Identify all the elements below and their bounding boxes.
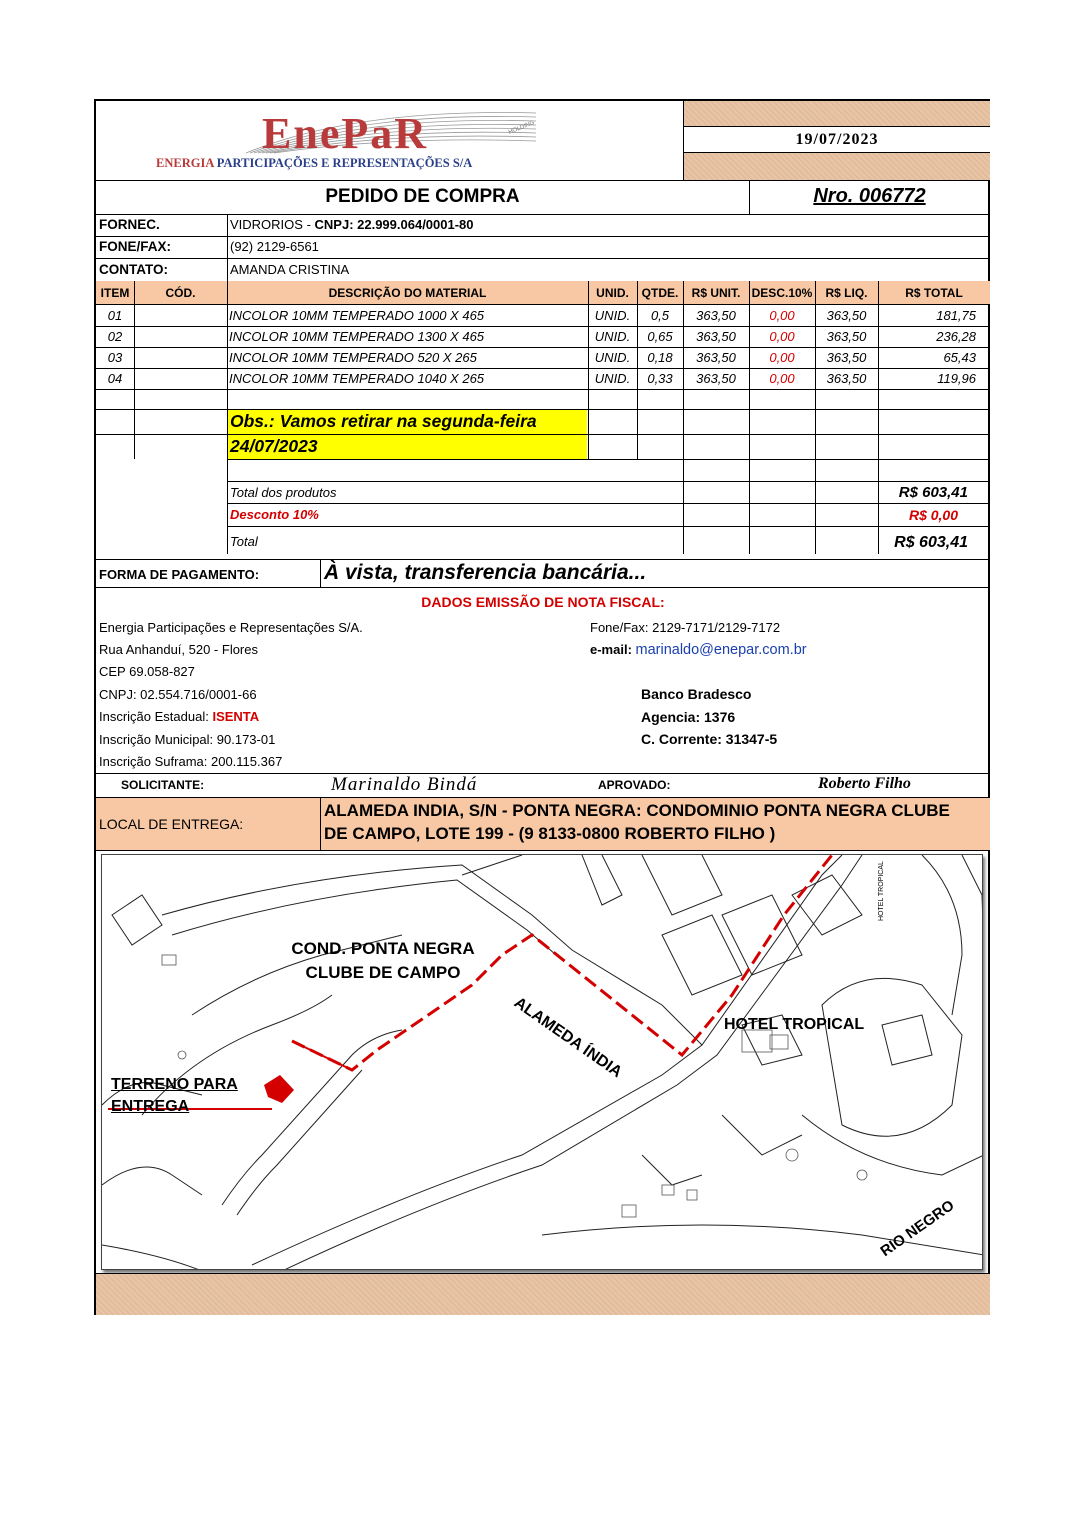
date-cell: [684, 127, 990, 153]
cell-descv: 0,00: [769, 371, 795, 386]
date-bottom-fill: [684, 153, 990, 180]
cell-unit: 363,50: [696, 308, 736, 323]
obs-line1: Obs.: Vamos retirar na segunda-feira: [230, 411, 537, 431]
fornec-value: [230, 218, 474, 231]
page-title: PEDIDO DE COMPRA: [325, 186, 520, 207]
cell-cod: [134, 326, 227, 347]
order-number: Nro. 006772: [813, 185, 926, 207]
cell-qtde: 0,18: [647, 350, 673, 365]
cell-cod: [134, 368, 227, 389]
column-header: R$ TOTAL: [905, 286, 963, 300]
cell-unit: 363,50: [696, 329, 736, 344]
cell-unid: UNID.: [594, 350, 631, 365]
cell-descv: 0,00: [769, 350, 795, 365]
cell-item: 01: [107, 308, 123, 323]
invoice-ie: [99, 710, 259, 723]
payment-label: FORMA DE PAGAMENTO:: [99, 567, 260, 582]
map-label-terreno-1: TERRENO PARA: [111, 1076, 238, 1093]
total-value: R$ 603,41: [894, 534, 968, 551]
company-logo: [96, 101, 684, 180]
invoice-company: Energia Participações e Representações S/A.: [99, 620, 363, 635]
cell-descv: 0,00: [769, 329, 795, 344]
invoice-fone: Fone/Fax: 2129-7171/2129-7172: [590, 620, 781, 635]
bank-name: Banco Bradesco: [641, 686, 752, 702]
fone-label: FONE/FAX:: [99, 239, 172, 254]
cell-total: 65,43: [943, 350, 976, 365]
bank-account: C. Corrente: 31347-5: [641, 731, 778, 747]
desconto-value: R$ 0,00: [908, 507, 958, 523]
total-produtos-value: R$ 603,41: [898, 484, 968, 501]
cell-descv: 0,00: [769, 308, 795, 323]
cell-cod: [134, 347, 227, 368]
delivery-label: LOCAL DE ENTREGA:: [99, 816, 244, 832]
cell-liq: 363,50: [826, 371, 867, 386]
desconto-label: Desconto 10%: [230, 507, 319, 522]
cell-item: 04: [107, 371, 123, 386]
cell-item: 02: [107, 329, 123, 344]
cell-liq: 363,50: [826, 350, 867, 365]
column-header: QTDE.: [641, 286, 679, 300]
cell-unid: UNID.: [594, 329, 631, 344]
delivery-lot: [264, 1075, 294, 1103]
contato-label: CONTATO:: [99, 262, 168, 277]
fornec-label: FORNEC.: [99, 217, 160, 232]
column-header: R$ LIQ.: [825, 286, 868, 300]
column-header: ITEM: [100, 286, 130, 300]
email-label: e-mail:: [590, 642, 636, 657]
cell-unit: 363,50: [696, 371, 736, 386]
footer-fill: [96, 1274, 990, 1315]
total-produtos-label: Total dos produtos: [230, 485, 337, 500]
ie-value: ISENTA: [212, 709, 260, 724]
payment-value: À vista, transferencia bancária...: [324, 561, 647, 584]
obs-line2: 24/07/2023: [230, 436, 318, 456]
fone-value: (92) 2129-6561: [230, 239, 319, 254]
invoice-im: Inscrição Municipal: 90.173-01: [99, 732, 276, 747]
invoice-email: [590, 643, 807, 658]
cell-qtde: 0,65: [647, 329, 673, 344]
purchase-order-sheet: [94, 99, 990, 1315]
map-drawing: [102, 855, 983, 1270]
invoice-suframa: Inscrição Suframa: 200.115.367: [99, 754, 283, 769]
delivery-line1: ALAMEDA INDIA, S/N - PONTA NEGRA: CONDOMINIO PONTA NEGRA CLUBE: [324, 801, 950, 820]
aprovado-signature: Roberto Filho: [818, 775, 911, 792]
bank-agency: Agencia: 1376: [641, 709, 736, 725]
cell-cod: [134, 305, 227, 326]
column-header: R$ UNIT.: [691, 286, 741, 300]
cell-unid: UNID.: [594, 371, 631, 386]
map-label-alameda: ALAMEDA ÍNDIA: [510, 994, 625, 1082]
solicitante-signature: Marinaldo Bindá: [331, 774, 478, 795]
invoice-cep: CEP 69.058-827: [99, 664, 195, 679]
cell-total: 181,75: [936, 308, 976, 323]
cell-liq: 363,50: [826, 329, 867, 344]
cell-desc: INCOLOR 10MM TEMPERADO 1040 X 265: [229, 371, 485, 386]
cell-total: 119,96: [937, 371, 976, 386]
column-header: DESC.10%: [751, 286, 813, 300]
fornec-cnpj: CNPJ: 22.999.064/0001-80: [314, 217, 474, 232]
cell-desc: INCOLOR 10MM TEMPERADO 1000 X 465: [229, 308, 485, 323]
aprovado-label: APROVADO:: [598, 778, 671, 792]
order-date: 19/07/2023: [795, 131, 879, 148]
logo-holding: HOLDING: [507, 120, 536, 136]
cell-desc: INCOLOR 10MM TEMPERADO 520 X 265: [229, 350, 477, 365]
map-label-hotel-small: HOTEL TROPICAL: [878, 861, 885, 921]
cell-qtde: 0,33: [647, 371, 673, 386]
map-label-rio: RIO NEGRO: [877, 1196, 958, 1261]
route-outline: [292, 1041, 352, 1070]
column-header: UNID.: [596, 286, 629, 300]
ie-label: Inscrição Estadual:: [99, 709, 213, 724]
fornec-name: VIDRORIOS -: [230, 217, 315, 232]
map-label-terreno-2: ENTREGA: [111, 1098, 190, 1115]
cell-unit: 363,50: [696, 350, 736, 365]
company-tagline: [156, 157, 472, 170]
cell-item: 03: [107, 350, 123, 365]
column-header: CÓD.: [165, 286, 196, 300]
invoice-title: DADOS EMISSÃO DE NOTA FISCAL:: [421, 594, 665, 610]
solicitante-label: SOLICITANTE:: [121, 778, 205, 792]
tagline-rest: PARTICIPAÇÕES E REPRESENTAÇÕES S/A: [216, 156, 473, 170]
map-label-cond-2: CLUBE DE CAMPO: [305, 963, 461, 982]
total-label: Total: [230, 534, 258, 549]
contato-value: AMANDA CRISTINA: [230, 262, 350, 277]
cell-desc: INCOLOR 10MM TEMPERADO 1300 X 465: [229, 329, 485, 344]
invoice-cnpj: CNPJ: 02.554.716/0001-66: [99, 687, 257, 702]
cell-unid: UNID.: [594, 308, 631, 323]
delivery-line2: DE CAMPO, LOTE 199 - (9 8133-0800 ROBERTO FILHO ): [324, 824, 776, 843]
cell-total: 236,28: [936, 329, 976, 344]
cell-qtde: 0,5: [650, 308, 670, 323]
map-label-hotel: HOTEL TROPICAL: [724, 1016, 865, 1033]
email-link[interactable]: marinaldo@enepar.com.br: [635, 642, 807, 658]
date-top-fill: [684, 101, 990, 127]
tagline-energia: ENERGIA: [156, 156, 214, 170]
column-header: DESCRIÇÃO DO MATERIAL: [328, 286, 487, 300]
invoice-address: Rua Anhanduí, 520 - Flores: [99, 642, 258, 657]
logo-text: EnePaR: [262, 109, 428, 158]
cell-liq: 363,50: [826, 308, 867, 323]
location-map: [101, 854, 983, 1270]
map-label-cond-1: COND. PONTA NEGRA: [291, 939, 475, 958]
